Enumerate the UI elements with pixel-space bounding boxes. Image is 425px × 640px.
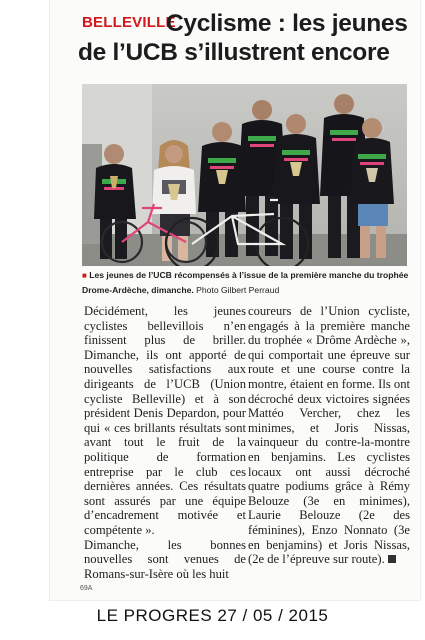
photo-credit: Photo Gilbert Perraud bbox=[196, 285, 280, 295]
kicker-label: BELLEVILLE bbox=[82, 14, 176, 31]
page-folio: 69A bbox=[80, 585, 93, 592]
article-column-2 bbox=[248, 304, 410, 567]
headline-line-1: Cyclisme : les jeunes bbox=[166, 10, 408, 37]
headline bbox=[78, 9, 413, 67]
caption-text: Les jeunes de l’UCB récompensés à l’issue de la première manche du trophée Drome-Ardèche, dimanche. bbox=[82, 270, 409, 295]
article-paragraph: Dimanche, les bonnes nouvelles sont venues de Romans-sur-Isère où les huit bbox=[84, 537, 246, 581]
photo-caption bbox=[82, 268, 410, 297]
headline-line-2: de l’UCB s’illustrent encore bbox=[78, 39, 390, 66]
team-photo bbox=[82, 84, 407, 266]
article-column-1 bbox=[84, 304, 246, 581]
article-paragraph: coureurs de l’Union cycliste, engagés à la première manche du trophée « Drôme Ardèche », qui comportait une épreuve sur route et une course contre la montre, étaient en forme. Ils ont décroché deux victoires signées Mattéo Vercher, chez les minimes, et Joris Nissas, vainqueur du contre-la-montre en benjamins. Les cyclistes locaux ont aussi décroché quatre podiums grâce à Rémy Belouze (3e en minimes), Laurie Belouze (2e des féminines), Enzo Nonnato (3e en benjamins) et Joris Nissas, (2e de l’épreuve sur route). bbox=[248, 304, 410, 567]
source-line: LE PROGRES 27 / 05 / 2015 bbox=[96, 606, 329, 625]
end-of-article-icon bbox=[388, 555, 396, 563]
article-paragraph: Décidément, les jeunes cyclistes bellevillois n’en finissent plus de briller. Dimanche, ils ont apporté de nouvelles satisfactions aux dirigeants de l’UCB (Union cycliste Belleville) et à son président Denis Depardon, pour qui « ces brillants résultats sont avant tout le fruit de la politique de formation entreprise par le club ces dernières années. Ces résultats sont assurés par une équipe d’encadrement motivée et compétente ». bbox=[84, 304, 246, 537]
caption-marker-icon: ■ bbox=[82, 271, 87, 280]
